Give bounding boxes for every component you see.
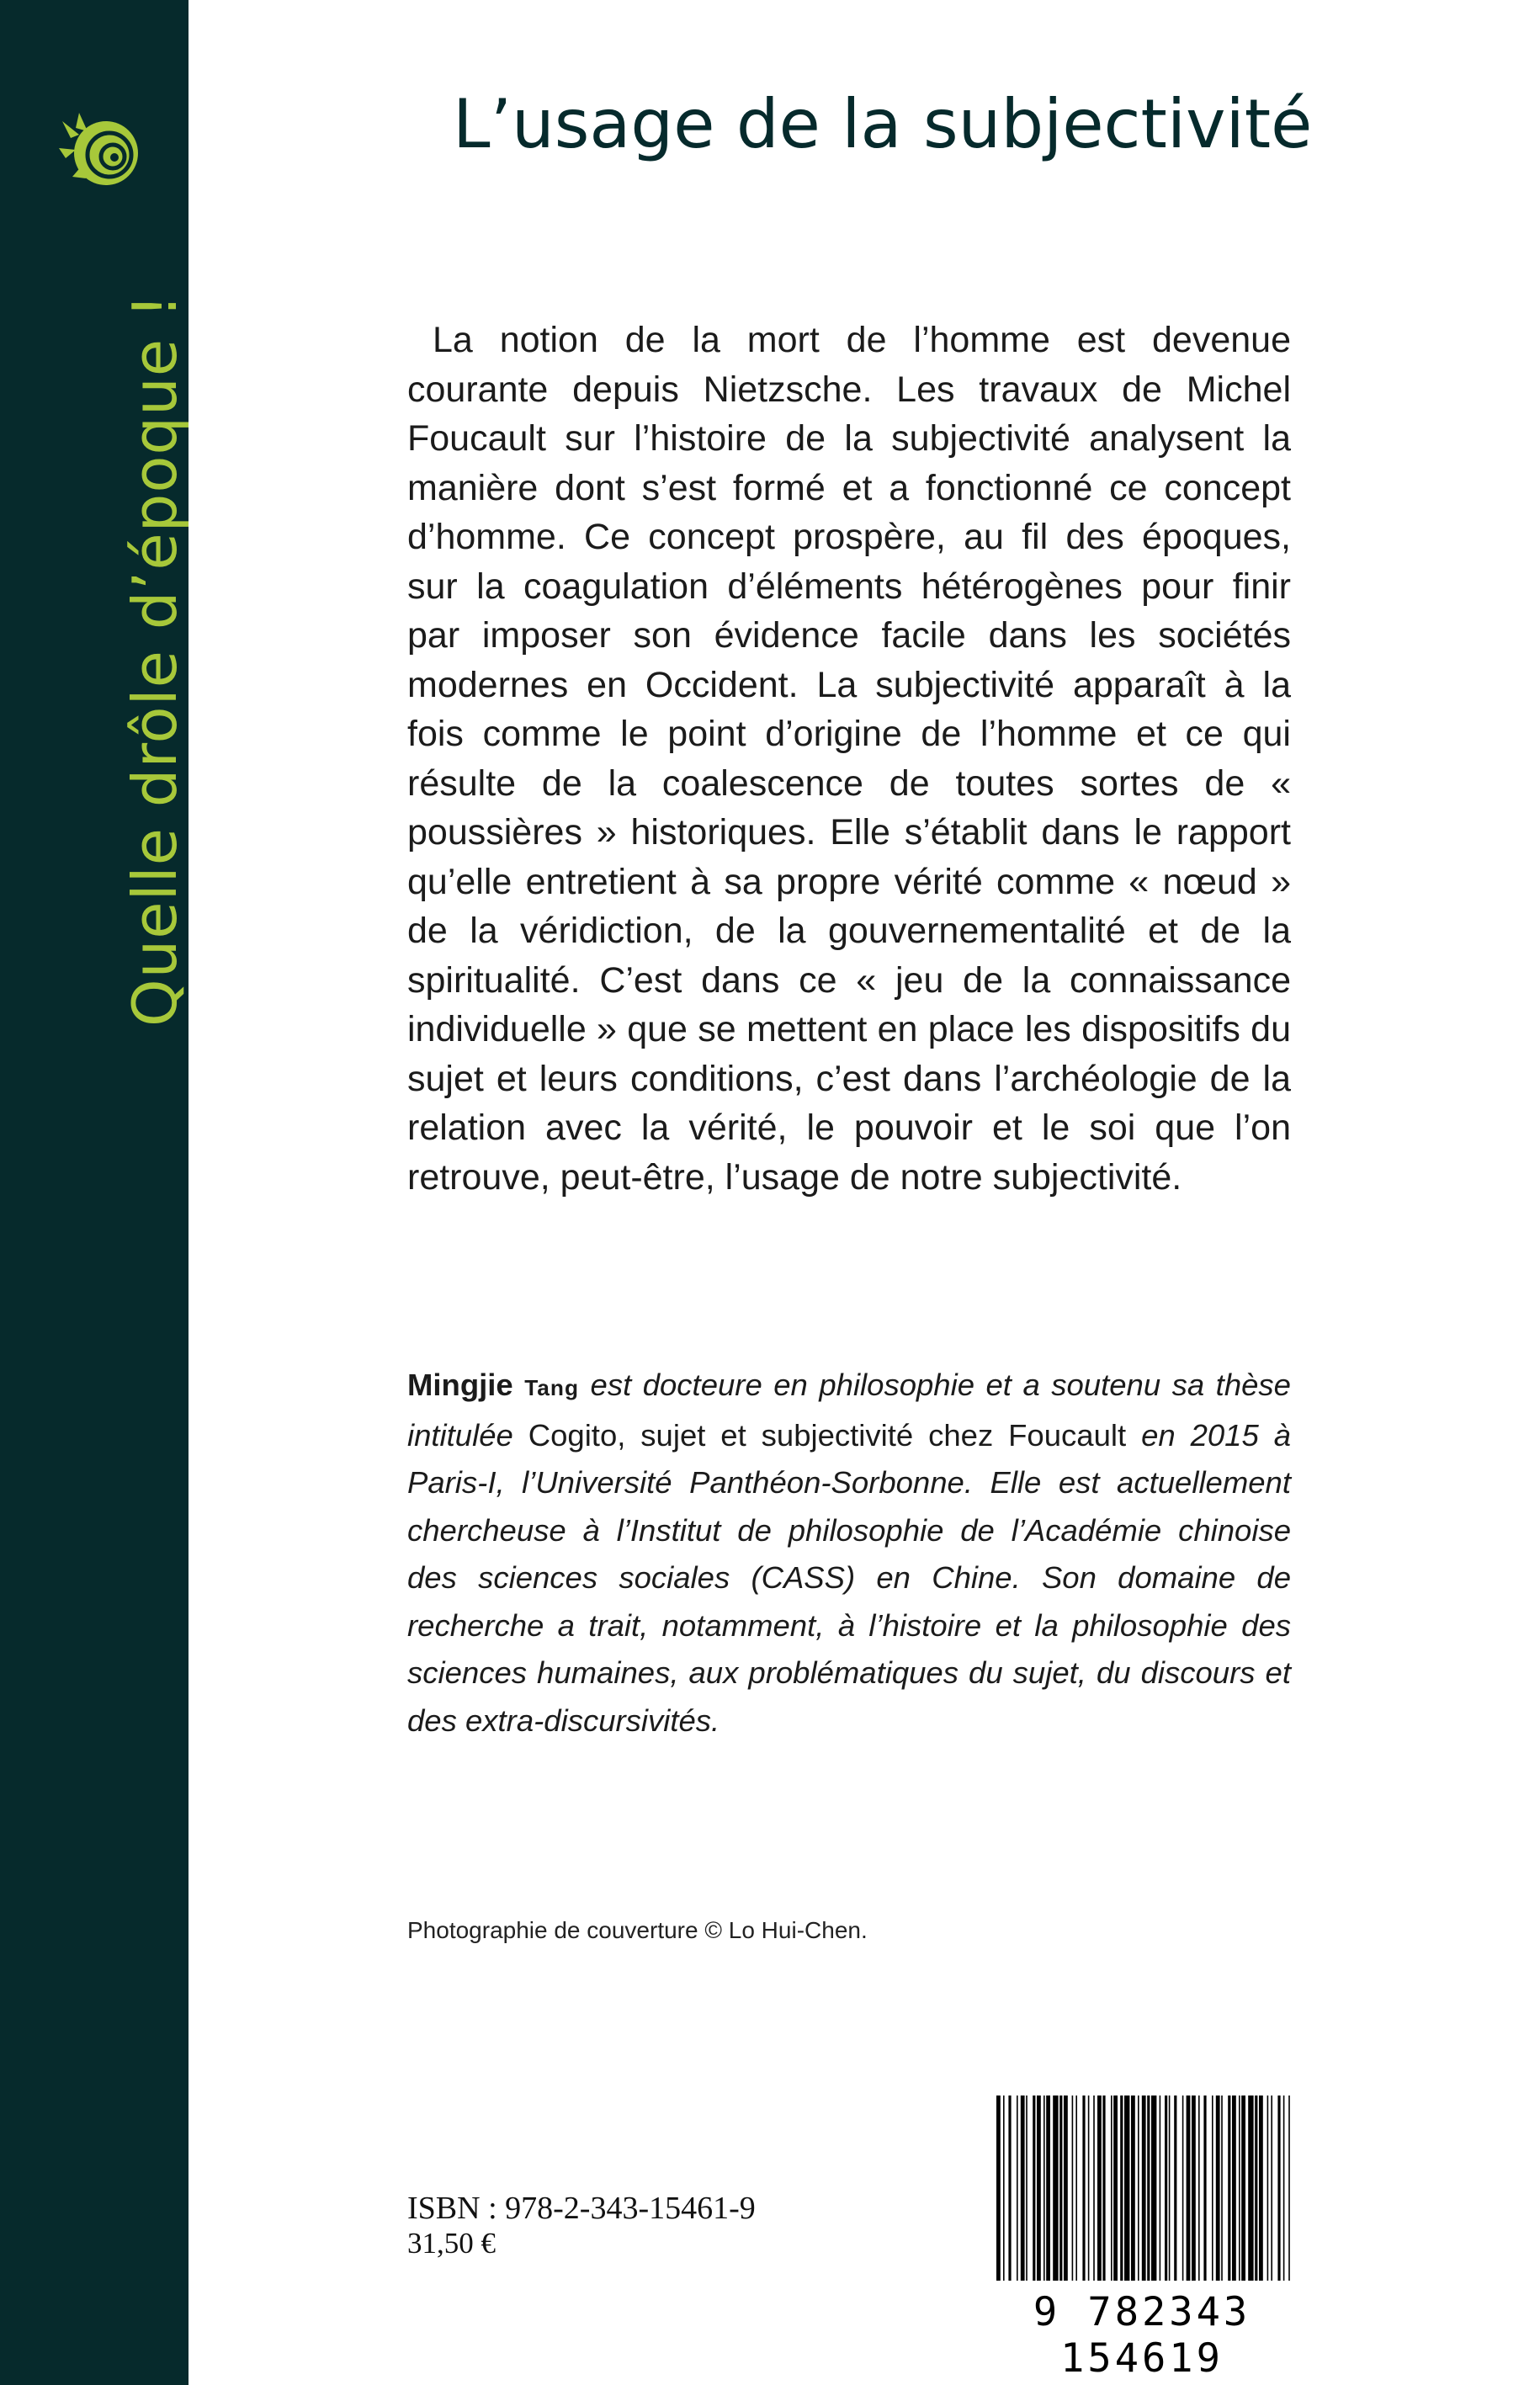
book-title: L’usage de la subjectivité (453, 85, 1313, 163)
author-last-name: Tang (524, 1375, 580, 1400)
author-bio-part-1: est docteure en philosophie et a soutenu sa thèse intitulée (407, 1368, 1291, 1453)
thesis-title: Cogito, sujet et subjectivité chez Foucault (528, 1417, 1127, 1453)
author-first-name: Mingjie (407, 1368, 513, 1402)
spiral-logo-icon (54, 109, 155, 202)
price: 31,50 € (407, 2227, 496, 2260)
book-summary: La notion de la mort de l’homme est devenue courante depuis Nietzsche. Les travaux de Michel Foucault sur l’histoire de la subjectivité analysent la manière dont s’est formé et a fonctionné ce concept d’homme. Ce concept prospère, au fil des époques, sur la coagulation d’éléments hétérogènes pour finir par imposer son évidence facile dans les sociétés modernes en Occident. La subjectivité apparaît à la fois comme le point d’origine de l’homme et ce qui résulte de la coalescence de toutes sortes de « poussières » historiques. Elle s’établit dans le rapport qu’elle entretient à sa propre vérité comme « nœud » de la véridiction, de la gouvernementalité et de la spiritualité. C’est dans ce « jeu de la connaissance individuelle » que se mettent en place les dispositifs du sujet et leurs conditions, c’est dans l’archéologie de la relation avec la vérité, le pouvoir et le soi que l’on retrouve, peut-être, l’usage de notre subjectivité. (407, 320, 1291, 1198)
series-sidebar (0, 0, 189, 2385)
author-bio (407, 1362, 1291, 1745)
isbn: ISBN : 978-2-343-15461-9 (407, 2191, 756, 2226)
photo-credit: Photographie de couverture © Lo Hui-Chen. (407, 1917, 868, 1943)
barcode-icon (993, 2096, 1293, 2281)
series-name: Quelle drôle d’époque ! (119, 293, 190, 1027)
author-bio-part-2: en 2015 à Paris-I, l’Université Panthéon-Sorbonne. Elle est actuellement chercheuse à l’Institut de philosophie de l’Académie chinoise des sciences sociales (CASS) en Chine. Son domaine de recherche a trait, notamment, à l’histoire et la philosophie des sciences humaines, aux problématiques du sujet, du discours et des extra-discursivités. (407, 1417, 1291, 1738)
barcode-digits: 9 782343 154619 (1033, 2289, 1251, 2382)
